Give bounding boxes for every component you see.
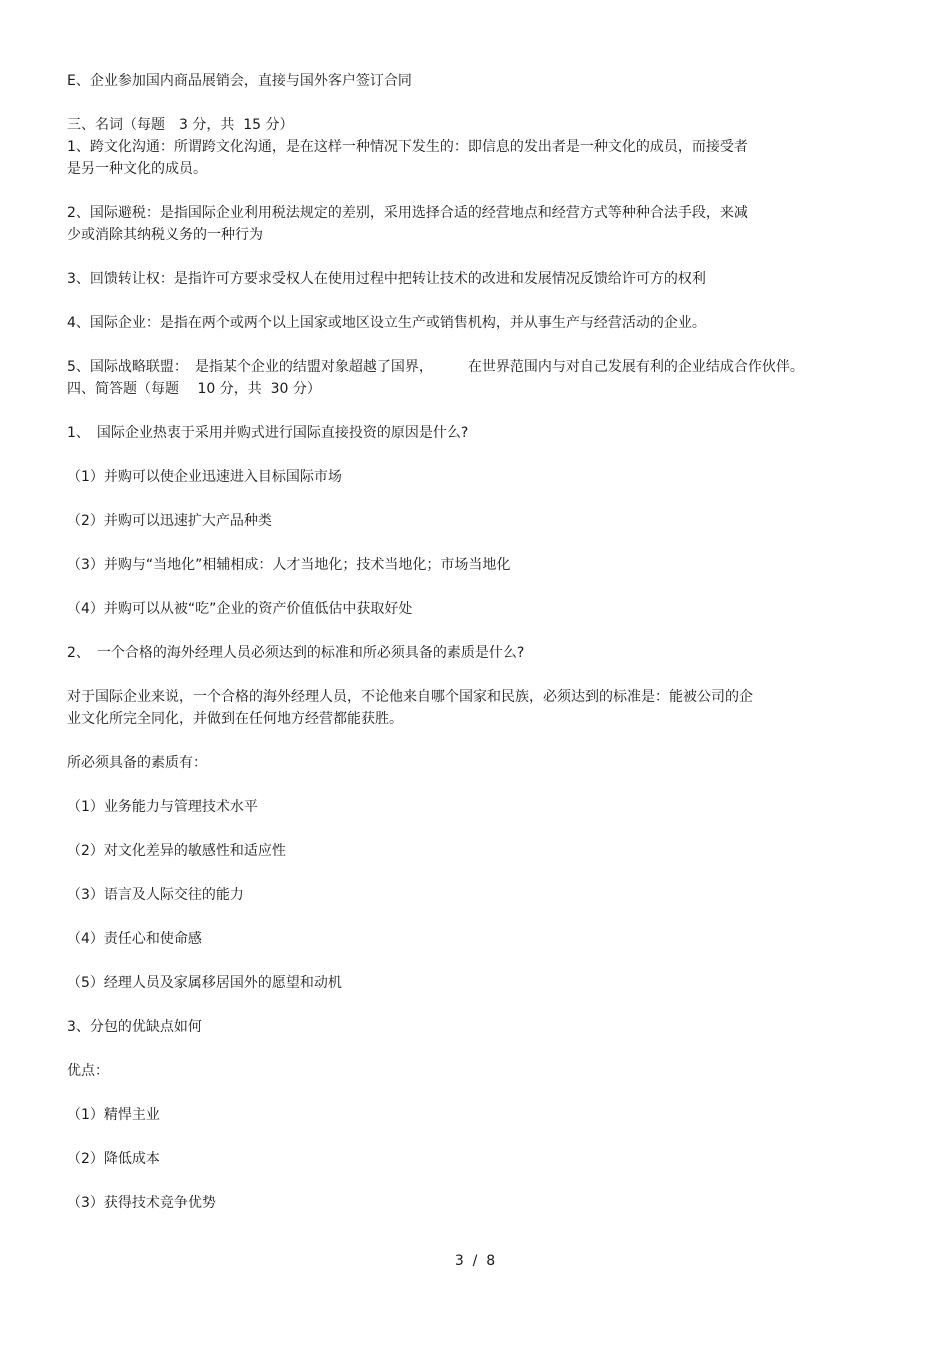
answer-1-item-2: （2）并购可以迅速扩大产品种类 xyxy=(67,513,272,529)
page-number: 3 / 8 xyxy=(454,1253,496,1269)
answer-2-item-2: （2）对文化差异的敏感性和适应性 xyxy=(67,843,286,859)
answer-2-item-3: （3）语言及人际交往的能力 xyxy=(67,887,244,903)
term-1-line-1: 1、跨文化沟通：所谓跨文化沟通，是在这样一种情况下发生的：即信息的发出者是一种文化的成员，而接受者 xyxy=(67,139,748,155)
answer-3-item-1: （1）精悍主业 xyxy=(67,1107,160,1123)
term-2-line-2: 少或消除其纳税义务的一种行为 xyxy=(67,227,263,243)
term-1-line-2: 是另一种文化的成员。 xyxy=(67,161,207,177)
answer-1-item-3: （3）并购与“当地化”相辅相成：人才当地化；技术当地化；市场当地化 xyxy=(67,557,511,573)
question-1: 1、 国际企业热衷于采用并购式进行国际直接投资的原因是什么? xyxy=(67,425,469,441)
question-2: 2、 一个合格的海外经理人员必须达到的标准和所必须具备的素质是什么? xyxy=(67,645,525,661)
answer-1-item-4: （4）并购可以从被“吃”企业的资产价值低估中获取好处 xyxy=(67,601,413,617)
section-4-heading: 四、简答题（每题 10 分，共 30 分） xyxy=(67,381,321,397)
term-2-line-1: 2、国际避税：是指国际企业利用税法规定的差别，采用选择合适的经营地点和经营方式等种种合法手段，来减 xyxy=(67,205,748,221)
answer-2-item-4: （4）责任心和使命感 xyxy=(67,931,202,947)
answer-1-item-1: （1）并购可以使企业迅速进入目标国际市场 xyxy=(67,469,342,485)
answer-3-item-3: （3）获得技术竞争优势 xyxy=(67,1195,216,1211)
term-5-line: 5、国际战略联盟： 是指某个企业的结盟对象超越了国界， 在世界范围内与对自己发展有利的企业结成合作伙伴。 xyxy=(67,359,804,375)
answer-2-qualities-label: 所必须具备的素质有： xyxy=(67,755,207,771)
term-4-line: 4、国际企业：是指在两个或两个以上国家或地区设立生产或销售机构，并从事生产与经营活动的企业。 xyxy=(67,315,706,331)
answer-2-line-2: 业文化所完全同化，并做到在任何地方经营都能获胜。 xyxy=(67,711,403,727)
answer-2-line-1: 对于国际企业来说，一个合格的海外经理人员，不论他来自哪个国家和民族，必须达到的标准是：能被公司的企 xyxy=(67,689,753,705)
option-e-line: E、企业参加国内商品展销会，直接与国外客户签订合同 xyxy=(67,73,412,89)
answer-2-item-5: （5）经理人员及家属移居国外的愿望和动机 xyxy=(67,975,342,991)
answer-3-item-2: （2）降低成本 xyxy=(67,1151,160,1167)
term-3-line: 3、回馈转让权：是指许可方要求受权人在使用过程中把转让技术的改进和发展情况反馈给许可方的权利 xyxy=(67,271,706,287)
answer-3-advantages-label: 优点： xyxy=(67,1063,109,1079)
section-3-heading: 三、名词（每题 3 分，共 15 分） xyxy=(67,117,294,133)
question-3: 3、分包的优缺点如何 xyxy=(67,1019,202,1035)
answer-2-item-1: （1）业务能力与管理技术水平 xyxy=(67,799,258,815)
